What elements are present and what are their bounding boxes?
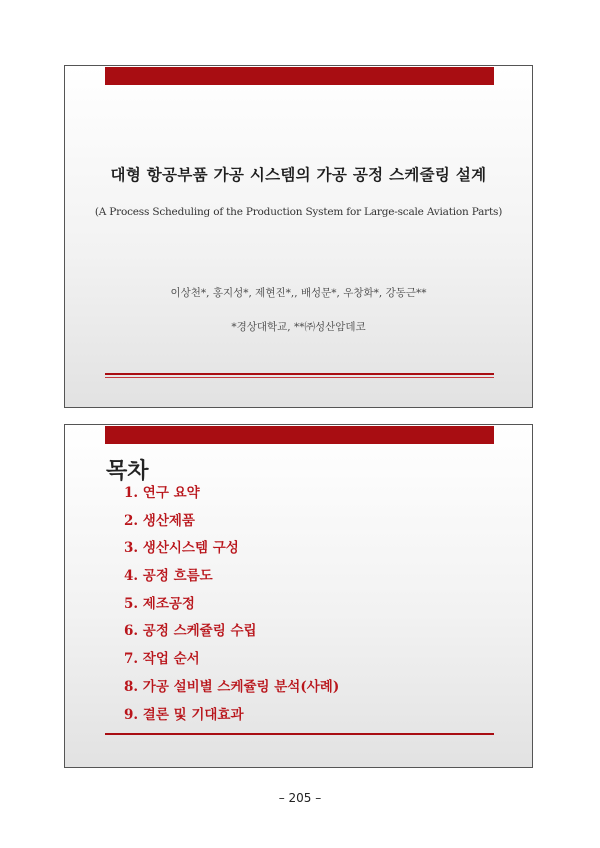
toc-item: 5. 제조공정 (124, 595, 195, 612)
slide-top-bar (105, 67, 494, 85)
toc-item: 6. 공정 스케쥴링 수립 (124, 623, 257, 640)
slide-subtitle: (A Process Scheduling of the Production System for Large-scale Aviation Parts) (94, 206, 503, 218)
title-slide (64, 65, 533, 408)
toc-item: 9. 결론 및 기대효과 (124, 706, 244, 723)
toc-slide (64, 424, 533, 768)
bottom-rule-thin (105, 377, 494, 378)
slide-top-bar (105, 426, 494, 444)
toc-item: 7. 작업 순서 (124, 651, 200, 668)
authors: 이상천*, 홍지성*, 제현진*,, 배성문*, 우창화*, 강동근** (170, 287, 427, 299)
toc-heading: 목차 (106, 459, 149, 484)
toc-item: 3. 생산시스템 구성 (124, 540, 239, 557)
toc-item: 1. 연구 요약 (124, 485, 200, 501)
affiliation: *경상대학교, **㈜성산암데코 (231, 321, 366, 333)
toc-list (124, 480, 339, 729)
toc-item: 4. 공정 흐름도 (124, 568, 213, 585)
toc-item: 8. 가공 설비별 스케쥴링 분석(사례) (124, 678, 340, 695)
toc-item: 2. 생산제품 (124, 512, 195, 529)
bottom-rule-thick (105, 373, 494, 375)
bottom-rule (105, 733, 494, 735)
page-number: – 205 – (278, 791, 322, 805)
slide-title: 대형 항공부품 가공 시스템의 가공 공정 스케줄링 설계 (110, 165, 487, 184)
